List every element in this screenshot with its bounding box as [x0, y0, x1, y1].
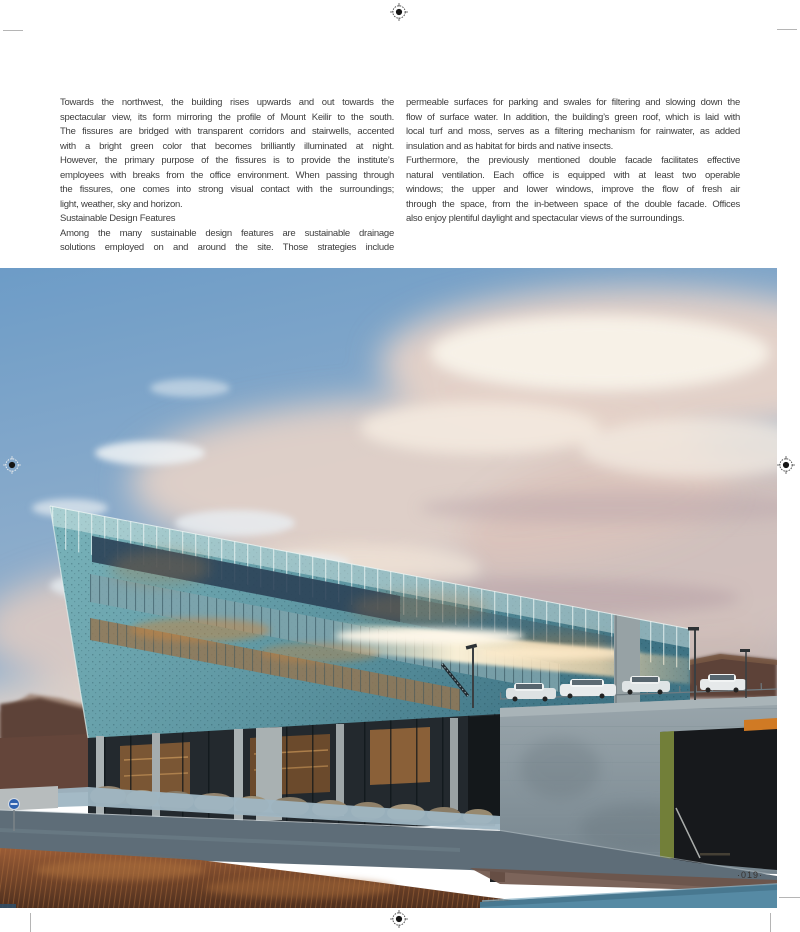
- registration-mark-icon: [2, 455, 22, 475]
- text-line: Furthermore, the previously mentioned double facade facilitates effective: [406, 155, 740, 167]
- text-line: permeable surfaces for parking and swales for filtering and slowing down the: [406, 97, 740, 108]
- registration-mark-icon: [389, 2, 409, 22]
- text-line: Towards the northwest, the building rises upwards and out towards the: [60, 97, 394, 108]
- section-heading: Sustainable Design Features: [60, 213, 176, 225]
- text-line: The fissures are bridged with transparent corridors and stairwells, accented: [60, 126, 394, 138]
- crop-mark: [777, 29, 797, 30]
- text-line: with a bright green color that becomes brilliantly illuminated at night.: [60, 140, 394, 152]
- registration-mark-icon: [776, 455, 796, 475]
- text-line: local turf and moss, serves as a filtering mechanism for rainwater, as added: [406, 126, 740, 138]
- text-line: employees with breaks from the office environment. When passing through: [60, 169, 394, 181]
- text-line: However, the primary purpose of the fissures is to provide the institute’s: [60, 155, 394, 167]
- text-line: light, weather, sky and horizon.: [60, 198, 183, 210]
- building-photo-art: [0, 268, 777, 908]
- registration-mark-icon: [389, 909, 409, 929]
- crop-mark: [3, 30, 23, 31]
- crop-mark: [770, 913, 771, 932]
- text-line: solutions employed on and around the site. Those strategies include: [60, 242, 394, 254]
- garage-sign: [744, 718, 777, 731]
- body-text: [60, 96, 741, 256]
- text-column-left: [60, 96, 394, 256]
- text-line: spectacular view, its form mirroring the profile of Mount Keilir to the south.: [60, 111, 394, 123]
- text-line: through the space, from the in-between space of the double facade. Offices: [406, 198, 740, 210]
- text-column-right: [406, 96, 740, 256]
- text-line: natural ventilation. Each office is equipped with at least two operable: [406, 169, 740, 181]
- page-number: ·019·: [736, 870, 763, 880]
- text-line: the fissures, one comes into strong visual contact with the surroundings;: [60, 184, 394, 196]
- low-concrete-wall: [0, 786, 58, 811]
- text-line: windows; the upper and lower windows, improve the flow of fresh air: [406, 184, 740, 196]
- text-line: flow of surface water. In addition, the building’s green roof, which is laid with: [406, 111, 740, 123]
- garage-entrance: [660, 718, 777, 870]
- text-line: Among the many sustainable design features are sustainable drainage: [60, 227, 394, 239]
- text-line: insulation and as habitat for birds and native insects.: [406, 140, 613, 152]
- crop-mark: [30, 913, 31, 932]
- building-photo: [0, 268, 777, 908]
- text-line: also enjoy plentiful daylight and spectacular views of the surroundings.: [406, 213, 685, 225]
- terrain-left: [0, 734, 88, 795]
- crop-mark: [779, 897, 800, 898]
